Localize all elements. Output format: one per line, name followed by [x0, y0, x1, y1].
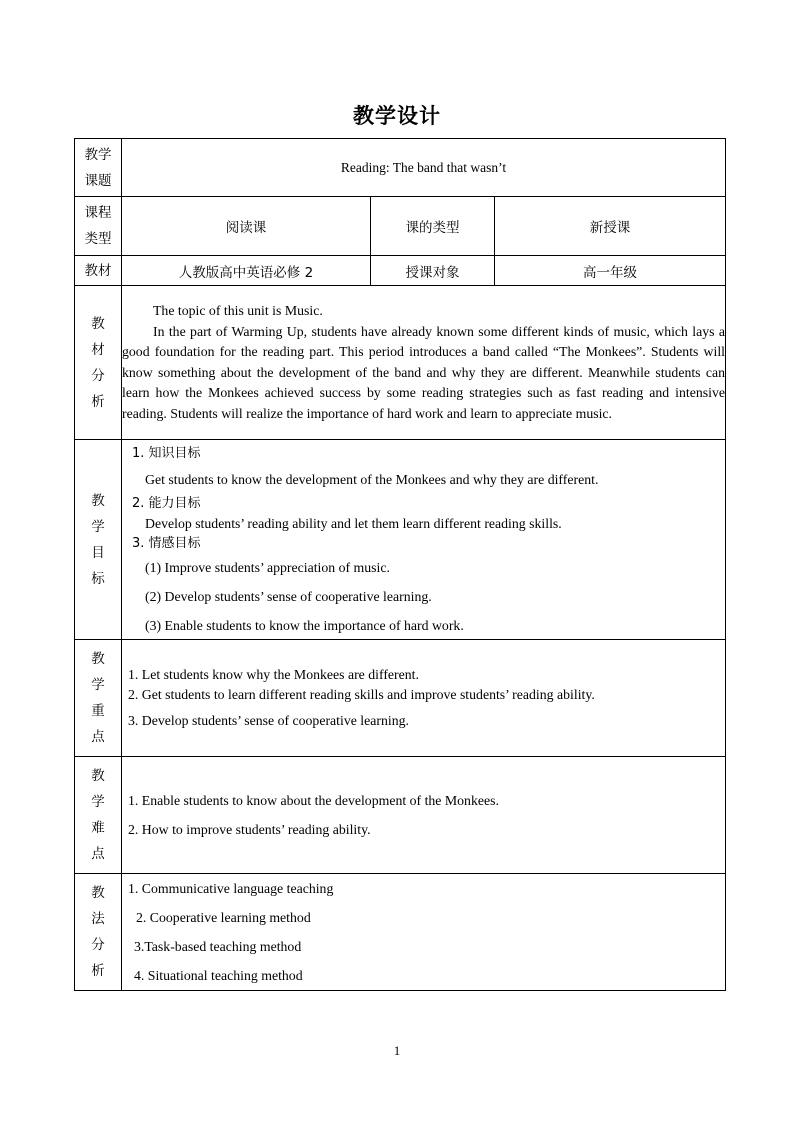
- label-objectives: 教 学 目 标: [75, 440, 122, 640]
- emotion-item: (1) Improve students’ appreciation of music.: [145, 559, 390, 575]
- label-methods: 教 法 分 析: [75, 874, 122, 991]
- difficulty-item: 2. How to improve students’ reading ability.: [128, 821, 371, 837]
- method-item: 3.Task-based teaching method: [134, 938, 302, 954]
- label-topic: 教学 课题: [75, 139, 122, 197]
- ability-text: Develop students’ reading ability and let them learn different reading skills.: [145, 515, 562, 531]
- lesson-type-label: 课的类型: [371, 197, 495, 256]
- label-key-points: 教 学 重 点: [75, 640, 122, 757]
- row-objectives: [75, 440, 726, 640]
- key-point-item: 2. Get students to learn different reading skills and improve students’ reading ability.: [128, 687, 595, 702]
- label-course-type: 课程 类型: [75, 197, 122, 256]
- row-methods: [75, 874, 726, 991]
- ability-heading: 2. 能力目标: [132, 495, 201, 511]
- audience-label: 授课对象: [371, 256, 495, 286]
- label-difficulties: 教 学 难 点: [75, 757, 122, 874]
- methods-content: [122, 874, 726, 991]
- analysis-paragraph: The topic of this unit is Music.: [153, 303, 323, 318]
- emotion-item: (3) Enable students to know the importance of hard work.: [145, 617, 464, 633]
- row-analysis: [75, 286, 726, 440]
- label-analysis: 教 材 分 析: [75, 286, 122, 440]
- difficulties-content: [122, 757, 726, 874]
- method-item: 2. Cooperative learning method: [136, 909, 311, 925]
- analysis-content: [122, 286, 726, 440]
- row-key-points: [75, 640, 726, 757]
- row-topic: [75, 139, 726, 197]
- textbook-value: 人教版高中英语必修 2: [122, 256, 371, 286]
- difficulty-item: 1. Enable students to know about the development of the Monkees.: [128, 792, 499, 808]
- knowledge-heading: 1. 知识目标: [132, 445, 201, 461]
- course-type-value: 阅读课: [122, 197, 371, 256]
- key-points-content: [122, 640, 726, 757]
- lesson-title: Reading: The band that wasn’t: [122, 139, 726, 197]
- row-course-type: [75, 197, 726, 256]
- lesson-plan-table: [74, 138, 726, 991]
- document-title: 教学设计: [353, 104, 441, 128]
- row-textbook: [75, 256, 726, 286]
- label-textbook: 教材: [75, 256, 122, 286]
- key-point-item: 3. Develop students’ sense of cooperative learning.: [128, 713, 409, 728]
- method-item: 1. Communicative language teaching: [128, 880, 334, 896]
- key-point-item: 1. Let students know why the Monkees are different.: [128, 667, 419, 682]
- row-difficulties: [75, 757, 726, 874]
- method-item: 4. Situational teaching method: [134, 967, 303, 983]
- lesson-type-value: 新授课: [495, 197, 726, 256]
- objectives-content: [122, 440, 726, 640]
- emotion-item: (2) Develop students’ sense of cooperative learning.: [145, 588, 432, 604]
- page-number: 1: [393, 1043, 401, 1058]
- analysis-paragraph: In the part of Warming Up, students have already known some different kinds of music, which lays a good foundation for the reading part. This period introduces a band called “The Monkees”. Students will know something about the development of the band and why they are different. Meanwhile students can learn how the Monkees achieved success by some reading strategies such as fast reading and intensive reading. Students will realize the importance of hard work and learn to appreciate music.: [122, 323, 725, 421]
- emotion-heading: 3. 情感目标: [132, 535, 201, 551]
- knowledge-text: Get students to know the development of the Monkees and why they are different.: [145, 471, 599, 487]
- audience-value: 高一年级: [495, 256, 726, 286]
